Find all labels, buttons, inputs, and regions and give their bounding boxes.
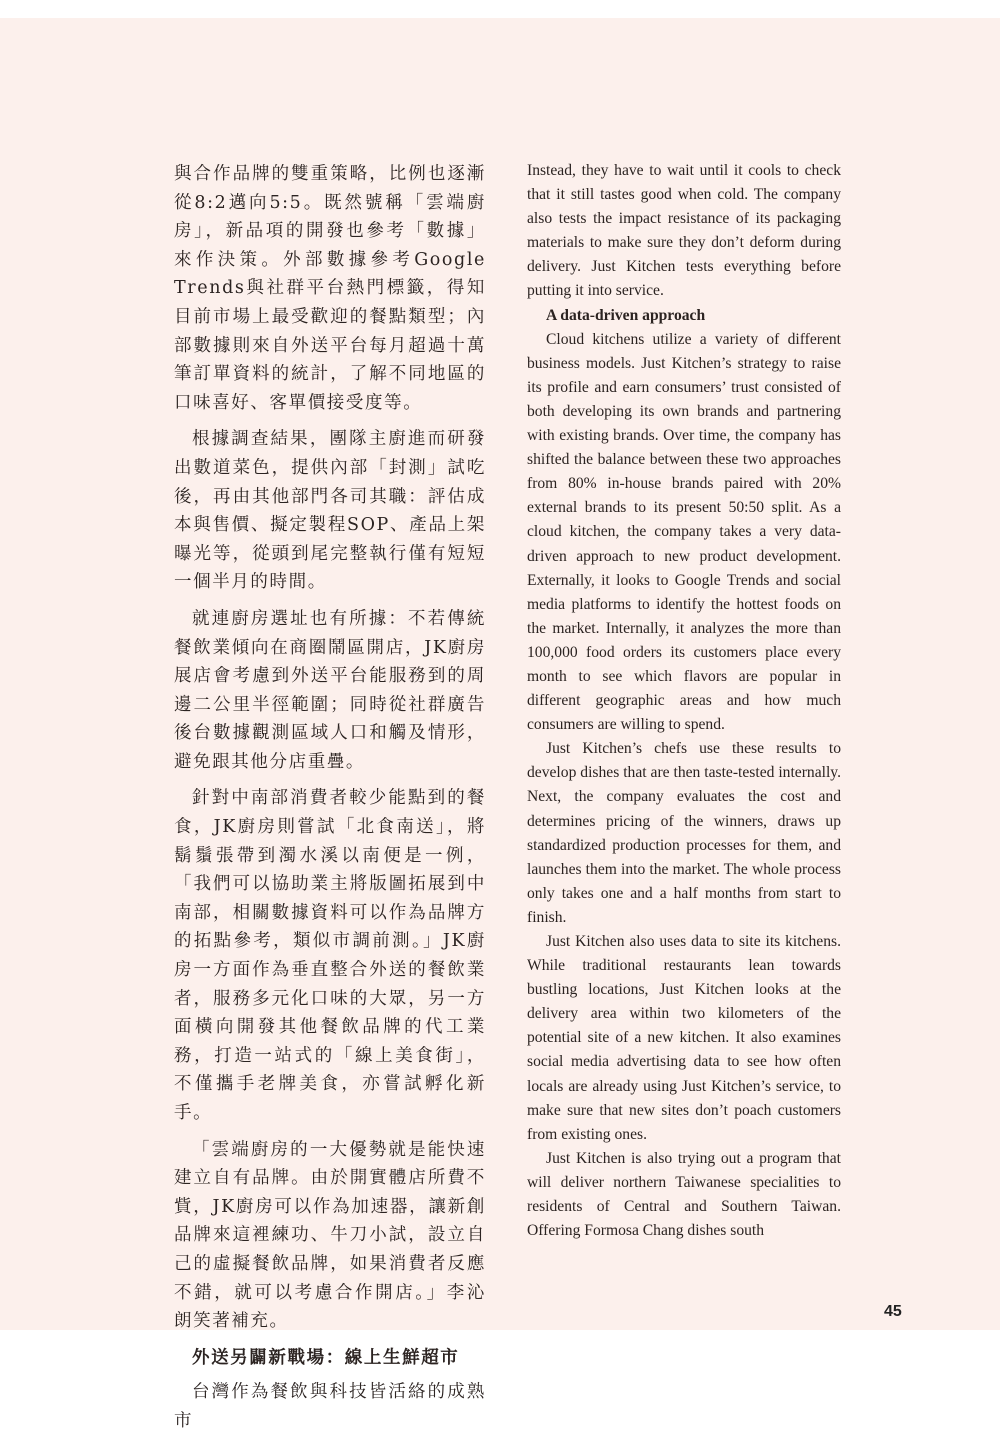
en-section-heading: A data-driven approach [546,306,706,324]
page-number: 45 [884,1303,902,1320]
zh-paragraph: 與合作品牌的雙重策略，比例也逐漸從8:2邁向5:5。既然號稱「雲端廚房」，新品項的開發也參考「數據」來作決策。外部數據參考Google Trends與社群平台熱門標籤，得知目前市場上最受歡迎的餐點類型；內部數據則來自外送平台每月超過十萬筆訂單資料的統計，了解不同地區的口味喜好、客單價接受度等。 [174,164,486,413]
magazine-page [0,18,1000,1431]
chinese-column [174,160,486,1444]
english-column [527,159,841,1243]
zh-section-heading: 外送另闢新戰場：線上生鮮超市 [192,1347,460,1368]
zh-paragraph: 針對中南部消費者較少能點到的餐食，JK廚房則嘗試「北食南送」，將鬍鬚張帶到濁水溪以南便是一例，「我們可以協助業主將版圖拓展到中南部，相關數據資料可以作為品牌方的拓點參考，類似市調前測。」JK廚房一方面作為垂直整合外送的餐飲業者，服務多元化口味的大眾，另一方面橫向開發其他餐飲品牌的代工業務，打造一站式的「線上美食街」，不僅攜手老牌美食，亦嘗試孵化新手。 [174,788,486,1123]
en-paragraph: Just Kitchen also uses data to site its kitchens. While traditional restaurants lean towards bustling locations, Just Kitchen looks at the delivery area within two kilometers of the potential site of a new kitchen. It also examines social media advertising data to see how often locals are already using Just Kitchen’s service, to make sure that new sites don’t poach customers from existing ones. [527,933,841,1143]
en-paragraph: Just Kitchen is also trying out a program that will deliver northern Taiwanese specialities to residents of Central and Southern Taiwan. Offering Formosa Chang dishes south [527,1149,841,1240]
zh-paragraph: 就連廚房選址也有所據：不若傳統餐飲業傾向在商圈鬧區開店，JK廚房展店會考慮到外送平台能服務到的周邊二公里半徑範圍；同時從社群廣告後台數據觀測區域人口和觸及情形，避免跟其他分店重疊。 [174,608,486,772]
zh-paragraph: 台灣作為餐飲與科技皆活絡的成熟市 [174,1382,486,1431]
zh-paragraph: 「雲端廚房的一大優勢就是能快速建立自有品牌。由於開實體店所費不貲，JK廚房可以作為加速器，讓新創品牌來這裡練功、牛刀小試，設立自己的虛擬餐飲品牌，如果消費者反應不錯，就可以考慮合作開店。」李沁朗笑著補充。 [174,1139,486,1332]
en-paragraph: Cloud kitchens utilize a variety of different business models. Just Kitchen’s strategy to raise its profile and earn consumers’ trust consisted of both developing its own brands and partnering with existing brands. Over time, the company has shifted the balance between these two approaches from 80% in-house brands paired with 20% external brands to its present 50:50 split. As a cloud kitchen, the company takes a very data-driven approach to new product development. Externally, it looks to Google Trends and social media platforms to identify the hottest foods on the market. Internally, it analyzes the more than 100,000 food orders its customers place every month to see which flavors are popular in different geographic areas and how much consumers are willing to spend. [527,330,841,734]
en-paragraph: Just Kitchen’s chefs use these results to develop dishes that are then taste-tested internally. Next, the company evaluates the cost and determines pricing of the winners, draws up standardized production processes for them, and launches them into the market. The whole process only takes one and a half months from start to finish. [527,740,841,926]
en-paragraph: Instead, they have to wait until it cools to check that it still tastes good when cold. The company also tests the impact resistance of its packaging materials to make sure they don’t deform during delivery. Just Kitchen tests everything before putting it into service. [527,162,841,300]
zh-paragraph: 根據調查結果，團隊主廚進而研發出數道菜色，提供內部「封測」試吃後，再由其他部門各司其職：評估成本與售價、擬定製程SOP、產品上架曝光等，從頭到尾完整執行僅有短短一個半月的時間。 [174,429,486,593]
